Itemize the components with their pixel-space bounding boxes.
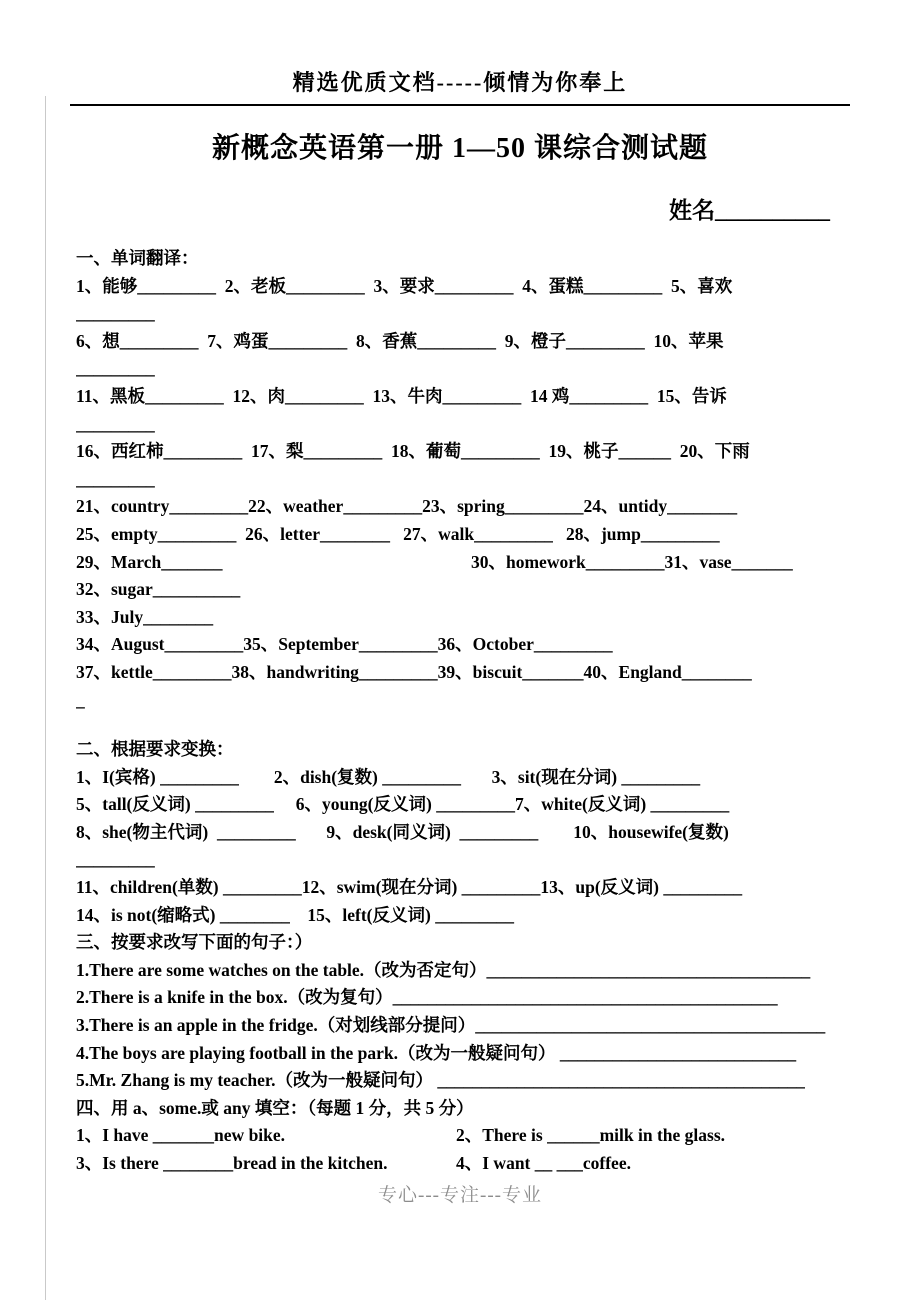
text-line: _________: [76, 468, 155, 489]
text-line: _________: [76, 849, 155, 870]
section-4-heading: 四、用 a、some.或 any 填空：（每题 1 分，共 5 分）: [76, 1097, 474, 1118]
text-line: 16、西红柿_________ 17、梨_________ 18、葡萄_________ 19、桃子______ 20、下雨: [76, 441, 750, 462]
text-line: _: [76, 689, 85, 710]
text-line: 37、kettle_________38、handwriting_________39、biscuit_______40、England________: [76, 661, 752, 682]
question-line: [76, 1122, 846, 1150]
text-segment: 29、March_______: [76, 551, 223, 572]
question-line: 5.Mr. Zhang is my teacher.（改为一般疑问句） __________________________________________: [76, 1070, 805, 1091]
question-line: 2.There is a knife in the box.（改为复句）____________________________________________: [76, 987, 778, 1008]
text-line: 5、tall(反义词) _________ 6、young(反义词) _________7、white(反义词) _________: [76, 794, 730, 815]
section-2-heading: 二、根据要求变换：: [76, 739, 234, 760]
text-segment: 2、There is ______milk in the glass.: [456, 1125, 726, 1146]
text-line: 21、country_________22、weather_________23、spring_________24、untidy________: [76, 496, 738, 517]
page-title: 新概念英语第一册 1—50 课综合测试题: [211, 133, 708, 164]
text-line: 32、sugar__________: [76, 579, 241, 600]
text-line: 1、I(宾格) _________ 2、dish(复数) _________ 3、sit(现在分词) _________: [76, 766, 701, 787]
text-line: 25、empty_________ 26、letter________ 27、walk_________ 28、jump_________: [76, 523, 720, 544]
text-segment: 4、I want __ ___coffee.: [456, 1153, 631, 1173]
text-line: 11、children(单数) _________12、swim(现在分词) _________13、up(反义词) _________: [76, 877, 743, 898]
page-edge-line: [45, 96, 46, 1300]
section-3-heading: 三、按要求改写下面的句子：）: [76, 932, 313, 953]
text-line: 8、she(物主代词) _________ 9、desk(同义词) _________ 10、housewife(复数): [76, 821, 729, 842]
question-line: 1.There are some watches on the table.（改为否定句）_____________________________________: [76, 959, 811, 980]
header-divider: [70, 104, 850, 106]
question-line: 3.There is an apple in the fridge.（对划线部分提问）________________________________________: [76, 1015, 826, 1036]
text-segment: 3、Is there ________bread in the kitchen.: [76, 1153, 388, 1173]
text-line: 33、July________: [76, 606, 214, 627]
text-line: _________: [76, 358, 155, 379]
text-line: 11、黑板_________ 12、肉_________ 13、牛肉_________ 14 鸡_________ 15、告诉: [76, 385, 727, 406]
name-field: 姓名__________: [669, 198, 830, 223]
section-1-heading: 一、单词翻译：: [76, 248, 199, 268]
question-line: 4.The boys are playing football in the park.（改为一般疑问句） ___________________________: [76, 1042, 797, 1063]
question-line: [76, 1150, 846, 1178]
document-body: [76, 245, 846, 1178]
text-line: _________: [76, 303, 155, 324]
text-line: 14、is not(缩略式) ________ 15、left(反义词) _________: [76, 904, 514, 925]
text-line: _________: [76, 413, 155, 434]
text-segment: 30、homework_________31、vase_______: [471, 551, 793, 572]
text-line: [76, 549, 846, 577]
text-segment: 1、I have _______new bike.: [76, 1125, 286, 1146]
text-line: 1、能够_________ 2、老板_________ 3、要求_________ 4、蛋糕_________ 5、喜欢: [76, 275, 733, 296]
text-line: 34、August_________35、September_________36、October_________: [76, 634, 613, 655]
text-line: 6、想_________ 7、鸡蛋_________ 8、香蕉_________ 9、橙子_________ 10、苹果: [76, 330, 724, 351]
doc-header-banner: 精选优质文档-----倾情为你奉上: [292, 70, 628, 95]
doc-footer: 专心---专注---专业: [378, 1185, 542, 1206]
